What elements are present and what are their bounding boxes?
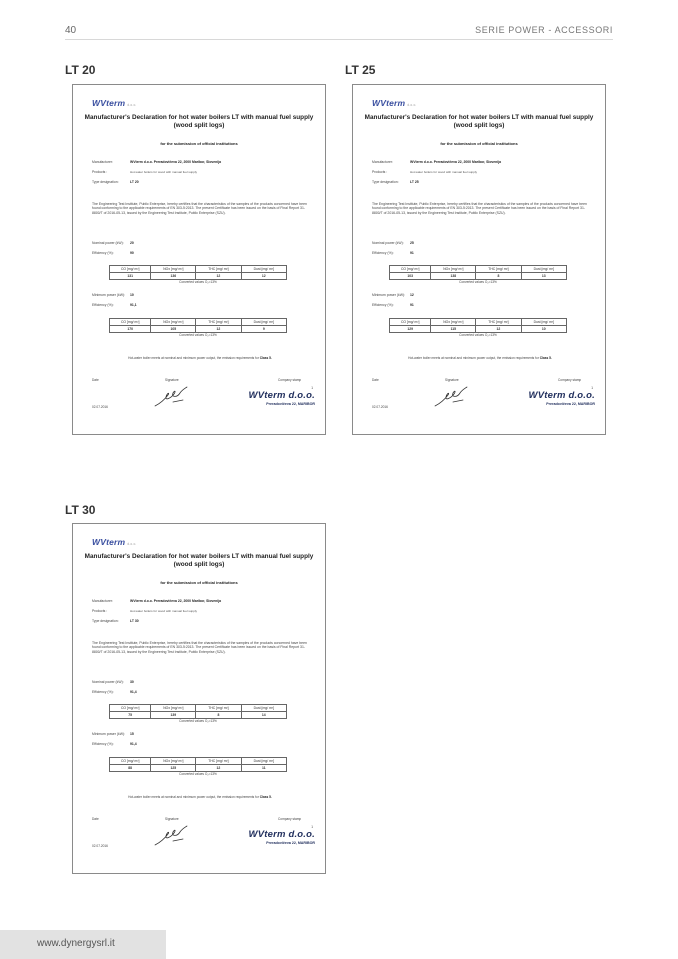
emissions-table-nominal: [389, 265, 567, 280]
conclusion-text: Hot-water boiler meets at nominal and minimum power output, the emission requirements for Class 5.: [128, 356, 272, 360]
signature-label: Signature: [445, 378, 459, 382]
products-row: Products : Hot-water boilers for wood with manual fuel supply: [372, 170, 478, 174]
company-stamp: 1 WVterm d.o.o. Preradovičeva 22, MARIBOR: [528, 386, 595, 406]
table-header: THC [mg/ m³]: [196, 758, 241, 765]
certificate-lt20: [72, 84, 326, 435]
table-header: NOx [mg/ m³]: [151, 266, 196, 273]
signature-scribble-icon: [153, 385, 193, 409]
table-cell: 10: [521, 326, 566, 333]
table-header: CO [mg/ m³]: [110, 705, 151, 712]
table-cell: 14: [241, 712, 286, 719]
efficiency-minimum-row: Efficiency (%): 91,4: [92, 742, 137, 746]
date-label: Date: [92, 378, 99, 382]
table-cell: 12: [196, 273, 241, 280]
type-designation-row: Type designation: LT 30: [92, 619, 139, 623]
table-header: THC [mg/ m³]: [476, 319, 521, 326]
table-cell: 103: [390, 273, 431, 280]
stamp-label: Company stamp: [558, 378, 582, 382]
emissions-table-minimum: [109, 318, 287, 333]
signature-label: Signature: [165, 817, 179, 821]
table-cell: 105: [151, 326, 196, 333]
table-cell: 170: [110, 326, 151, 333]
efficiency-nominal-row: Efficiency (%): 91: [372, 251, 414, 255]
stamp-label: Company stamp: [278, 378, 302, 382]
table-header: NOx [mg/ m³]: [431, 319, 476, 326]
date-label: Date: [372, 378, 379, 382]
wvterm-logo: WVterm d.o.o.: [92, 98, 137, 108]
efficiency-nominal-row: Efficiency (%): 90: [92, 251, 134, 255]
type-designation-row: Type designation: LT 25: [372, 180, 419, 184]
website-link[interactable]: www.dynergysrl.it: [37, 938, 115, 949]
nominal-power-row: Nominal power (kW): 30: [92, 680, 134, 684]
minimum-power-row: Minimum power (kW): 10: [92, 293, 134, 297]
signature-scribble-icon: [153, 824, 193, 848]
table-cell: 125: [151, 765, 196, 772]
table-cell: 136: [151, 273, 196, 280]
emissions-table-nominal: [109, 265, 287, 280]
converted-note: Converted values O₂=13%: [179, 333, 217, 337]
converted-note: Converted values O₂=13%: [459, 333, 497, 337]
declaration-title: Manufacturer's Declaration for hot water boilers LT with manual fuel supply (wood split logs): [364, 114, 594, 130]
table-header: CO [mg/ m³]: [110, 266, 151, 273]
signature-scribble-icon: [433, 385, 473, 409]
table-header: Dust [mg/ m³]: [241, 758, 286, 765]
company-stamp: 1 WVterm d.o.o. Preradovičeva 22, MARIBOR: [248, 386, 315, 406]
section-label-lt25: LT 25: [345, 63, 376, 77]
table-header: NOx [mg/ m³]: [431, 266, 476, 273]
efficiency-minimum-row: Efficiency (%): 91,1: [92, 303, 137, 307]
table-cell: 12: [476, 326, 521, 333]
table-cell: 12: [241, 273, 286, 280]
table-cell: 9: [241, 326, 286, 333]
table-header: NOx [mg/ m³]: [151, 758, 196, 765]
converted-note: Converted values O₂=13%: [179, 772, 217, 776]
table-cell: 138: [431, 273, 476, 280]
table-cell: 8: [476, 273, 521, 280]
table-cell: 88: [110, 765, 151, 772]
table-cell: 12: [196, 765, 241, 772]
manufacturer-row: Manufacturer: WVterm d.o.o. Preradovičeva 22, 2000 Maribor, Slovenija: [372, 160, 502, 164]
series-title: SERIE POWER - ACCESSORI: [475, 25, 613, 35]
certification-text: The Engineering Test Institute, Public Enterprise, hereby certifies that the characteristics of the samples of the products concerned have been found conforming to the applicable requirements of EN 303-5:2013. The present Certificate has been issued on the basis of Final Report 31-8800/T of 2016-05-13, issued by the Engineering Test Institute, Public Enterprise (SZU).: [92, 641, 307, 654]
company-stamp: 1 WVterm d.o.o. Preradovičeva 22, MARIBOR: [248, 825, 315, 845]
wvterm-logo: WVterm d.o.o.: [372, 98, 417, 108]
declaration-title: Manufacturer's Declaration for hot water boilers LT with manual fuel supply (wood split logs): [84, 553, 314, 569]
date-value: 02.07.2016: [92, 405, 108, 409]
stamp-label: Company stamp: [278, 817, 302, 821]
header-divider: [65, 39, 613, 40]
table-cell: 13: [521, 273, 566, 280]
declaration-title: Manufacturer's Declaration for hot water boilers LT with manual fuel supply (wood split logs): [84, 114, 314, 130]
emissions-table-nominal: [109, 704, 287, 719]
certification-text: The Engineering Test Institute, Public Enterprise, hereby certifies that the characteristics of the samples of the products concerned have been found conforming to the applicable requirements of EN 303-5:2013. The present Certificate has been issued on the basis of Final Report 31-8800/T of 2016-05-13, issued by the Engineering Test Institute, Public Enterprise (SZU).: [372, 202, 587, 215]
type-designation-row: Type designation: LT 20: [92, 180, 139, 184]
products-row: Products : Hot-water boilers for wood with manual fuel supply: [92, 609, 198, 613]
table-header: THC [mg/ m³]: [476, 266, 521, 273]
nominal-power-row: Nominal power (kW): 25: [372, 241, 414, 245]
table-header: CO [mg/ m³]: [110, 319, 151, 326]
table-header: CO [mg/ m³]: [110, 758, 151, 765]
declaration-subtitle: for the submission of official institutions: [160, 580, 238, 585]
conclusion-text: Hot-water boiler meets at nominal and minimum power output, the emission requirements for Class 5.: [128, 795, 272, 799]
manufacturer-row: Manufacturer: WVterm d.o.o. Preradovičeva 22, 2000 Maribor, Slovenija: [92, 599, 222, 603]
efficiency-minimum-row: Efficiency (%): 91: [372, 303, 414, 307]
table-header: Dust [mg/ m³]: [241, 319, 286, 326]
table-header: Dust [mg/ m³]: [521, 319, 566, 326]
page-number: 40: [65, 25, 77, 36]
table-header: THC [mg/ m³]: [196, 705, 241, 712]
converted-note: Converted values O₂=13%: [459, 280, 497, 284]
table-cell: 139: [151, 712, 196, 719]
wvterm-logo: WVterm d.o.o.: [92, 537, 137, 547]
table-header: NOx [mg/ m³]: [151, 705, 196, 712]
emissions-table-minimum: [109, 757, 287, 772]
minimum-power-row: Minimum power (kW): 15: [92, 732, 134, 736]
date-label: Date: [92, 817, 99, 821]
table-cell: 131: [110, 273, 151, 280]
certificate-lt25: [352, 84, 606, 435]
date-value: 02.07.2016: [372, 405, 388, 409]
table-header: CO [mg/ m³]: [390, 319, 431, 326]
table-cell: 11: [241, 765, 286, 772]
products-row: Products : Hot-water boilers for wood with manual fuel supply: [92, 170, 198, 174]
declaration-subtitle: for the submission of official institutions: [160, 141, 238, 146]
conclusion-text: Hot-water boiler meets at nominal and minimum power output, the emission requirements for Class 5.: [408, 356, 552, 360]
table-header: Dust [mg/ m³]: [241, 705, 286, 712]
section-label-lt20: LT 20: [65, 63, 96, 77]
table-cell: 129: [390, 326, 431, 333]
table-cell: 12: [196, 326, 241, 333]
table-cell: 8: [196, 712, 241, 719]
nominal-power-row: Nominal power (kW): 20: [92, 241, 134, 245]
table-cell: 75: [110, 712, 151, 719]
table-header: THC [mg/ m³]: [196, 319, 241, 326]
table-header: CO [mg/ m³]: [390, 266, 431, 273]
table-header: THC [mg/ m³]: [196, 266, 241, 273]
certificate-lt30: [72, 523, 326, 874]
table-header: Dust [mg/ m³]: [521, 266, 566, 273]
converted-note: Converted values O₂=13%: [179, 719, 217, 723]
signature-label: Signature: [165, 378, 179, 382]
manufacturer-row: Manufacturer: WVterm d.o.o. Preradovičeva 22, 2000 Maribor, Slovenija: [92, 160, 222, 164]
declaration-subtitle: for the submission of official institutions: [440, 141, 518, 146]
table-header: Dust [mg/ m³]: [241, 266, 286, 273]
efficiency-nominal-row: Efficiency (%): 91,4: [92, 690, 137, 694]
section-label-lt30: LT 30: [65, 503, 96, 517]
emissions-table-minimum: [389, 318, 567, 333]
date-value: 02.07.2016: [92, 844, 108, 848]
converted-note: Converted values O₂=13%: [179, 280, 217, 284]
table-cell: 115: [431, 326, 476, 333]
table-header: NOx [mg/ m³]: [151, 319, 196, 326]
minimum-power-row: Minimum power (kW): 12: [372, 293, 414, 297]
certification-text: The Engineering Test Institute, Public Enterprise, hereby certifies that the characteristics of the samples of the products concerned have been found conforming to the applicable requirements of EN 303-5:2013. The present Certificate has been issued on the basis of Final Report 31-8800/T of 2016-05-13, issued by the Engineering Test Institute, Public Enterprise (SZU).: [92, 202, 307, 215]
